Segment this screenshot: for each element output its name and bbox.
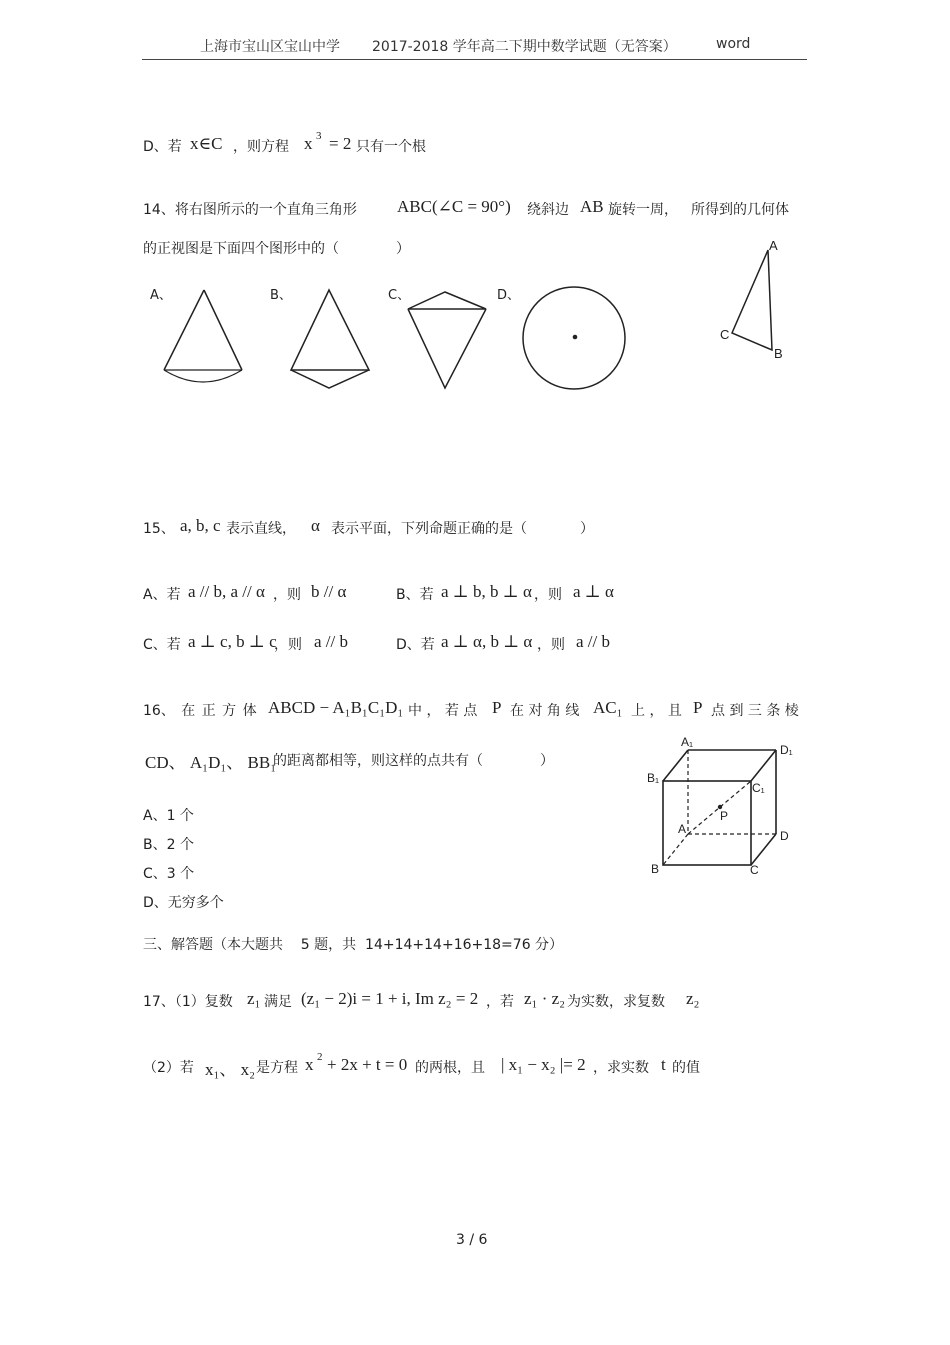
q15-option-b-math: a ⊥ b, b ⊥ α xyxy=(441,582,532,601)
q13-d-label: D、若 xyxy=(143,139,182,155)
q17-part2-math: x xyxy=(305,1055,314,1074)
q15-option-c-mid: ，则 xyxy=(274,637,302,653)
cube-label-a1: A₁ xyxy=(681,735,694,749)
q15-option-c-label: C、若 xyxy=(143,637,181,653)
header-suffix: word xyxy=(716,36,751,52)
q14-figure-c-double-cone xyxy=(404,288,494,394)
cube-label-a: A xyxy=(678,822,687,836)
cube-label-d1: D₁ xyxy=(780,743,793,757)
q16-line1-d: 上 ， 且 xyxy=(631,703,682,719)
q15-option-a-mid: ，则 xyxy=(273,587,301,603)
q13-d-math2: x xyxy=(304,134,313,153)
q17-part2-c: 的两根，且 xyxy=(415,1060,485,1076)
q17-part1-z2: z₂ xyxy=(686,989,700,1008)
q16-line1-c: 在 对 角 线 xyxy=(510,703,580,719)
q14-option-d-label: D、 xyxy=(497,288,521,303)
cube-label-b: B xyxy=(651,862,660,876)
header-title: 2017-2018 学年高二下期中数学试题（无答案） xyxy=(372,39,677,55)
q16-line1-ac1: AC₁ xyxy=(593,698,623,717)
q17-part2-math2: + 2x + t = 0 xyxy=(327,1055,408,1074)
page-number: 3 / 6 xyxy=(456,1232,488,1248)
q15-option-a-label: A、若 xyxy=(143,587,181,603)
cube-label-c1: C₁ xyxy=(752,781,765,795)
q17-part1-math2: z₁ · z₂ xyxy=(524,989,566,1008)
q14-option-c-label: C、 xyxy=(388,288,411,303)
section-3-heading: 三、解答题（本大题共 5 题，共 14+14+14+16+18=76 分） xyxy=(143,937,564,953)
q14-math-abc: ABC(∠C = 90°) xyxy=(397,197,511,216)
q14-line2: 的正视图是下面四个图形中的（ xyxy=(143,241,339,257)
q16-option-b: B、2 个 xyxy=(143,837,194,853)
q15-stem-math: a, b, c xyxy=(180,516,221,535)
q14-math-ab: AB xyxy=(580,197,604,216)
q15-option-b-label: B、若 xyxy=(396,587,434,603)
q15-option-c-math: a ⊥ c, b ⊥ c xyxy=(188,632,277,651)
q16-option-a: A、1 个 xyxy=(143,808,194,824)
q13-d-exponent: 3 xyxy=(316,130,322,142)
q17-part2-exponent: 2 xyxy=(317,1051,323,1063)
q14-figure-d-circle xyxy=(518,284,628,394)
q16-line1-cube: ABCD − A₁B₁C₁D₁ xyxy=(268,698,404,717)
q13-d-tail: 只有一个根 xyxy=(356,139,426,155)
q15-option-d-label: D、若 xyxy=(396,637,435,653)
q15-option-d-math: a ⊥ α, b ⊥ α xyxy=(441,632,533,651)
q17-part1-z1: z₁ xyxy=(247,989,261,1008)
q15-stem-b: 表示直线， xyxy=(226,521,296,537)
cube-label-b1: B₁ xyxy=(647,771,660,785)
q15-stem-alpha: α xyxy=(311,516,320,535)
q14-option-a-label: A、 xyxy=(150,288,172,303)
header-rule xyxy=(142,59,807,60)
cube-label-p: P xyxy=(720,809,729,823)
q14-figure-a-cone xyxy=(158,286,250,388)
q15-option-a-result: b // α xyxy=(311,582,347,601)
q16-option-c: C、3 个 xyxy=(143,866,195,882)
q17-part2-d: ，求实数 xyxy=(593,1060,649,1076)
q15-option-d-result: a // b xyxy=(576,632,610,651)
q15-stem-close: ） xyxy=(580,521,594,537)
q15-option-b-result: a ⊥ α xyxy=(573,582,614,601)
q13-d-math1: x∈C xyxy=(190,134,223,153)
q14-line1-b: 绕斜边 xyxy=(527,202,569,218)
q16-line1-b: 中 ， 若 点 xyxy=(408,703,478,719)
q15-option-b-mid: ，则 xyxy=(534,587,562,603)
q14-line1-a: 14、将右图所示的一个直角三角形 xyxy=(143,202,357,218)
triangle-label-a: A xyxy=(769,238,778,253)
q15-option-a-math: a // b, a // α xyxy=(188,582,265,601)
q13-d-math3: = 2 xyxy=(329,134,352,153)
q14-line1-d: 所得到的几何体 xyxy=(691,202,789,218)
q17-part2-b: 是方程 xyxy=(256,1060,298,1076)
q16-line1-p: P xyxy=(492,698,502,717)
q14-right-triangle xyxy=(714,236,794,366)
q17-part2-a: （2）若 xyxy=(143,1060,194,1076)
q17-part1-d: 为实数，求复数 xyxy=(567,994,665,1010)
cube-label-d: D xyxy=(780,829,789,843)
q17-part1-math: (z₁ − 2)i = 1 + i, Im z₂ = 2 xyxy=(301,989,479,1008)
q14-line1-c: 旋转一周， xyxy=(608,202,678,218)
q13-d-mid: ，则方程 xyxy=(233,139,289,155)
q16-option-d: D、无穷多个 xyxy=(143,895,224,911)
triangle-label-b: B xyxy=(774,346,783,361)
q16-line1-p2: P xyxy=(693,698,703,717)
q17-part2-t: t xyxy=(661,1055,666,1074)
q15-number: 15、 xyxy=(143,521,175,537)
cube-label-c: C xyxy=(750,863,759,877)
q17-part2-x: x₁、 x₂ xyxy=(205,1060,256,1079)
header-school: 上海市宝山区宝山中学 xyxy=(200,39,340,55)
q16-line2-close: ） xyxy=(540,753,554,769)
q17-part2-e: 的值 xyxy=(672,1060,700,1076)
q16-line2-text: 的距离都相等，则这样的点共有（ xyxy=(273,753,483,769)
q17-part1-a: 17、（1）复数 xyxy=(143,994,233,1010)
q14-line2-close: ） xyxy=(396,241,410,257)
q14-option-b-label: B、 xyxy=(270,288,292,303)
q16-line1-e: 点 到 三 条 棱 xyxy=(711,703,799,719)
q15-stem-c: 表示平面，下列命题正确的是（ xyxy=(331,521,527,537)
q14-figure-b-double-cone xyxy=(285,286,377,392)
q17-part2-math3: | x₁ − x₂ |= 2 xyxy=(501,1055,586,1074)
q15-option-d-mid: ，则 xyxy=(537,637,565,653)
q16-cube-figure xyxy=(644,730,804,880)
triangle-label-c: C xyxy=(720,327,730,342)
q17-part1-c: ，若 xyxy=(486,994,514,1010)
q16-line1-a: 16、 在 正 方 体 xyxy=(143,703,257,719)
q15-option-c-result: a // b xyxy=(314,632,348,651)
q16-line2-edges: CD、 A₁D₁、 BB₁ xyxy=(145,753,277,772)
q17-part1-b: 满足 xyxy=(264,994,292,1010)
